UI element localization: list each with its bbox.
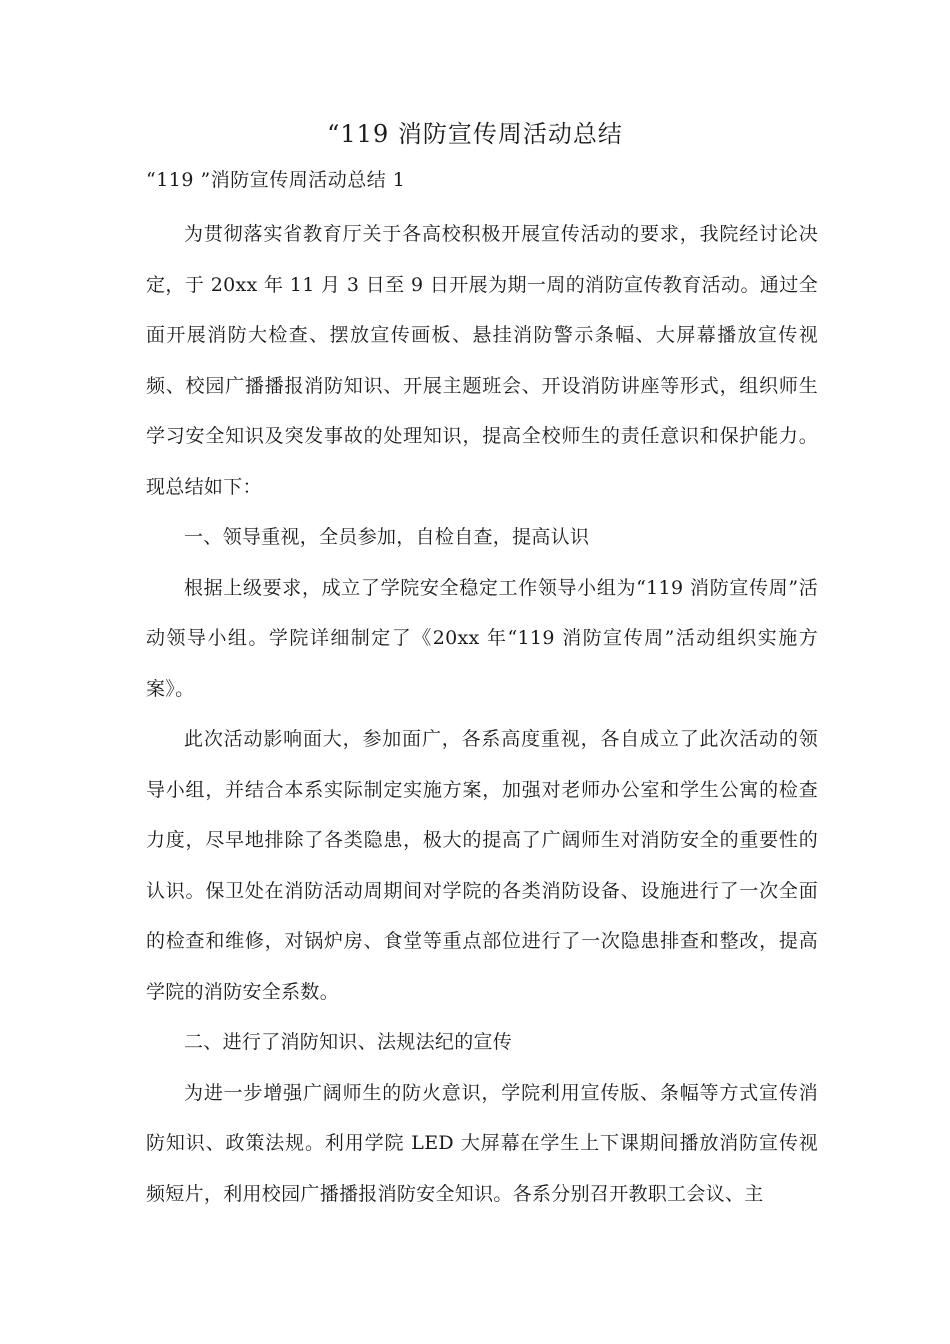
document-subtitle: “119 ”消防宣传周活动总结 1 [146,169,406,191]
paragraph-publicity: 为进一步增强广阔师生的防火意识，学院利用宣传版、条幅等方式宣传消防知识、政策法规。利用学院 LED 大屏幕在学生上下课期间播放消防宣传视频短片，利用校园广播播报消防安全知识。各系分别召开教职工会议、主 [146,1081,818,1205]
section-heading-2: 二、进行了消防知识、法规法纪的宣传 [184,1031,513,1053]
paragraph-intro: 为贯彻落实省教育厅关于各高校积极开展宣传活动的要求，我院经讨论决定，于 20xx 年 11 月 3 日至 9 日开展为期一周的消防宣传教育活动。通过全面开展消防大检查、摆放宣传画板、悬挂消防警示条幅、大屏幕播放宣传视频、校园广播播报消防知识、开展主题班会、开设消防讲座等形式，组织师生学习安全知识及突发事故的处理知识，提高全校师生的责任意识和保护能力。现总结如下： [146,223,818,498]
paragraph-inspection: 此次活动影响面大，参加面广，各系高度重视，各自成立了此次活动的领导小组，并结合本系实际制定实施方案，加强对老师办公室和学生公寓的检查力度，尽早地排除了各类隐患，极大的提高了广阔师生对消防安全的重要性的认识。保卫处在消防活动周期间对学院的各类消防设备、设施进行了一次全面的检查和维修，对锅炉房、食堂等重点部位进行了一次隐患排查和整改，提高学院的消防安全系数。 [146,728,818,1003]
paragraph-leadership-group: 根据上级要求，成立了学院安全稳定工作领导小组为“119 消防宣传周”活动领导小组。学院详细制定了《20xx 年“119 消防宣传周”活动组织实施方案》。 [146,576,818,700]
document-body [146,209,818,1219]
section-heading-1: 一、领导重视，全员参加，自检自查，提高认识 [184,526,590,548]
document-title: “119 消防宣传周活动总结 [327,120,623,148]
